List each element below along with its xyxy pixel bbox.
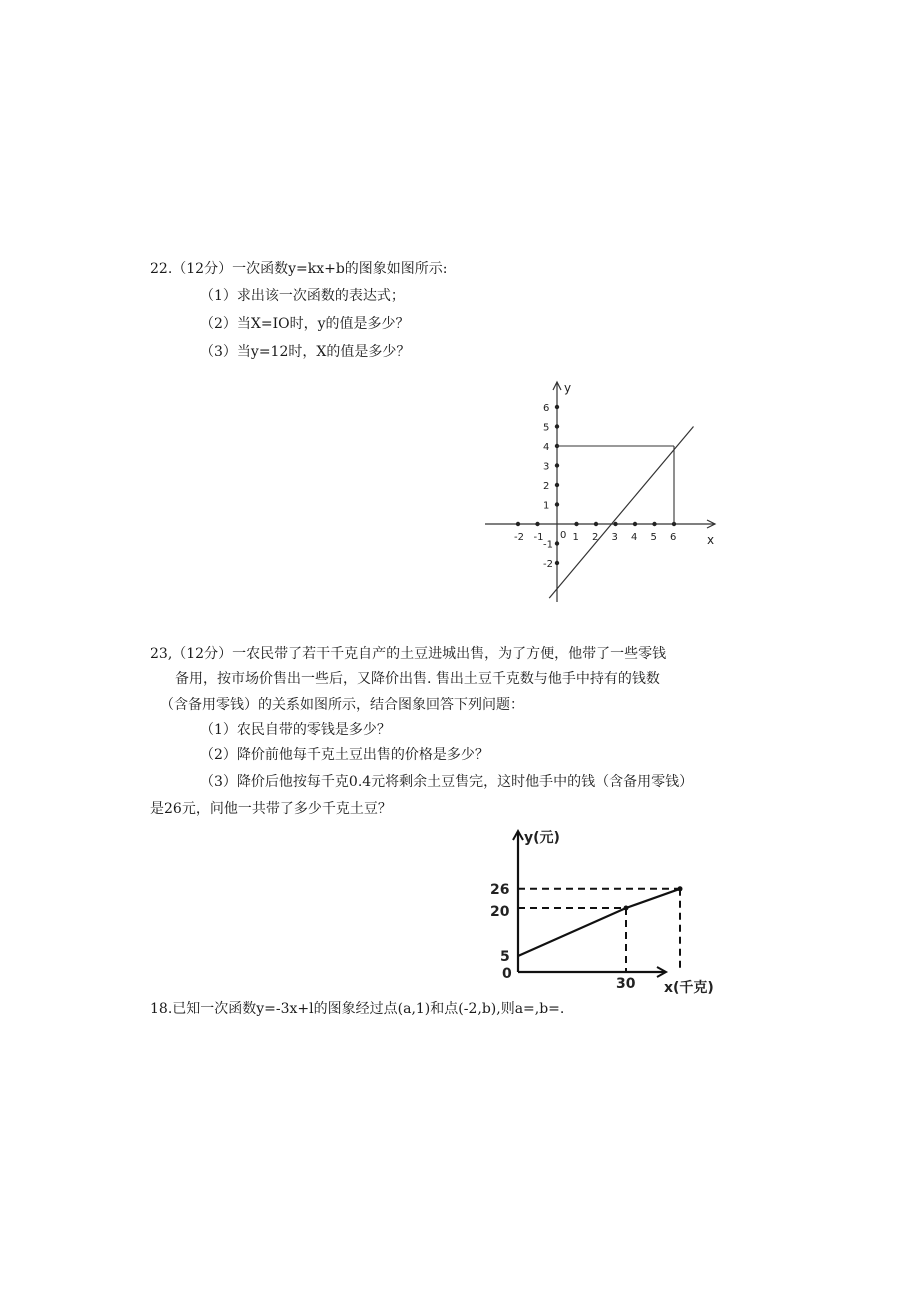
x-tick-label: 3	[611, 532, 618, 543]
y-label-5: 5	[500, 949, 510, 965]
q23-title-line-1: 23,（12分）一农民带了若干千克自产的土豆进城出售，为了方便，他带了一些零钱	[150, 646, 667, 662]
y-tick-dot	[555, 541, 559, 545]
q23-part-3-continued: 是26元，问他一共带了多少千克土豆？	[150, 801, 392, 817]
y-tick-label: 2	[543, 481, 550, 492]
q22-part-1: （1）求出该一次函数的表达式；	[200, 288, 405, 304]
x-tick-dot	[535, 522, 539, 526]
y-tick-label: 5	[543, 422, 550, 434]
y-tick-dot	[555, 463, 559, 467]
q23-part-3: （3）降价后他按每千克0.4元将剩余土豆售完，这时他手中的钱（含备用零钱）	[200, 774, 694, 790]
x-tick-label: 4	[631, 532, 638, 543]
y-label-20: 20	[490, 904, 510, 920]
x-label-30: 30	[616, 976, 636, 992]
q23-graph	[490, 820, 730, 1000]
x-axis-label: x(千克)	[664, 980, 714, 996]
x-tick-label: -1	[533, 532, 544, 543]
y-tick-label: -2	[543, 559, 553, 570]
y-axis-label: y(元)	[524, 830, 560, 846]
origin-label: 0	[560, 530, 567, 541]
q22-graph	[470, 370, 730, 610]
y-tick-dot	[555, 424, 559, 428]
y-tick-dot	[555, 405, 559, 409]
x-tick-label: 2	[592, 532, 599, 543]
x-axis-label: x	[707, 533, 715, 547]
x-tick-dot	[594, 522, 598, 526]
origin-label: 0	[502, 966, 512, 982]
y-tick-label: 1	[543, 500, 550, 512]
q23-part-1: （1）农民自带的零钱是多少？	[200, 722, 391, 738]
x-tick-dot	[516, 522, 520, 526]
x-tick-dot	[613, 522, 617, 526]
q22-part-2: （2）当X=IO时，y的值是多少？	[200, 316, 410, 332]
x-tick-label: 6	[670, 532, 677, 543]
y-tick-dot	[555, 561, 559, 565]
y-tick-label: 6	[543, 403, 550, 414]
function-line	[549, 427, 693, 599]
q23-part-2: （2）降价前他每千克土豆出售的价格是多少？	[200, 747, 489, 763]
y-axis-label: y	[564, 381, 572, 395]
q22-part-3: （3）当y=12时，X的值是多少？	[200, 344, 411, 360]
x-tick-label: 5	[650, 532, 657, 543]
y-tick-dot	[555, 502, 559, 506]
y-tick-label: -1	[543, 539, 553, 551]
x-tick-dot	[574, 522, 578, 526]
q23-title-line-3: （含备用零钱）的关系如图所示，结合图象回答下列问题：	[160, 697, 524, 713]
x-tick-label: -2	[514, 532, 524, 543]
x-tick-label: 1	[572, 532, 579, 543]
y-label-26: 26	[490, 881, 510, 898]
y-tick-label: 4	[543, 442, 550, 453]
x-tick-dot	[633, 522, 637, 526]
data-line	[518, 889, 680, 956]
y-tick-dot	[555, 483, 559, 487]
y-tick-label: 3	[543, 461, 550, 473]
q18-text: 18.已知一次函数y=-3x+l的图象经过点(a,1)和点(-2,b),则a=,b=.	[150, 1001, 565, 1017]
x-tick-dot	[652, 522, 656, 526]
q22-title: 22.（12分）一次函数y=kx+b的图象如图所示:	[150, 261, 448, 277]
q23-title-line-2: 备用，按市场价售出一些后，又降价出售. 售出土豆千克数与他手中持有的钱数	[175, 671, 660, 687]
